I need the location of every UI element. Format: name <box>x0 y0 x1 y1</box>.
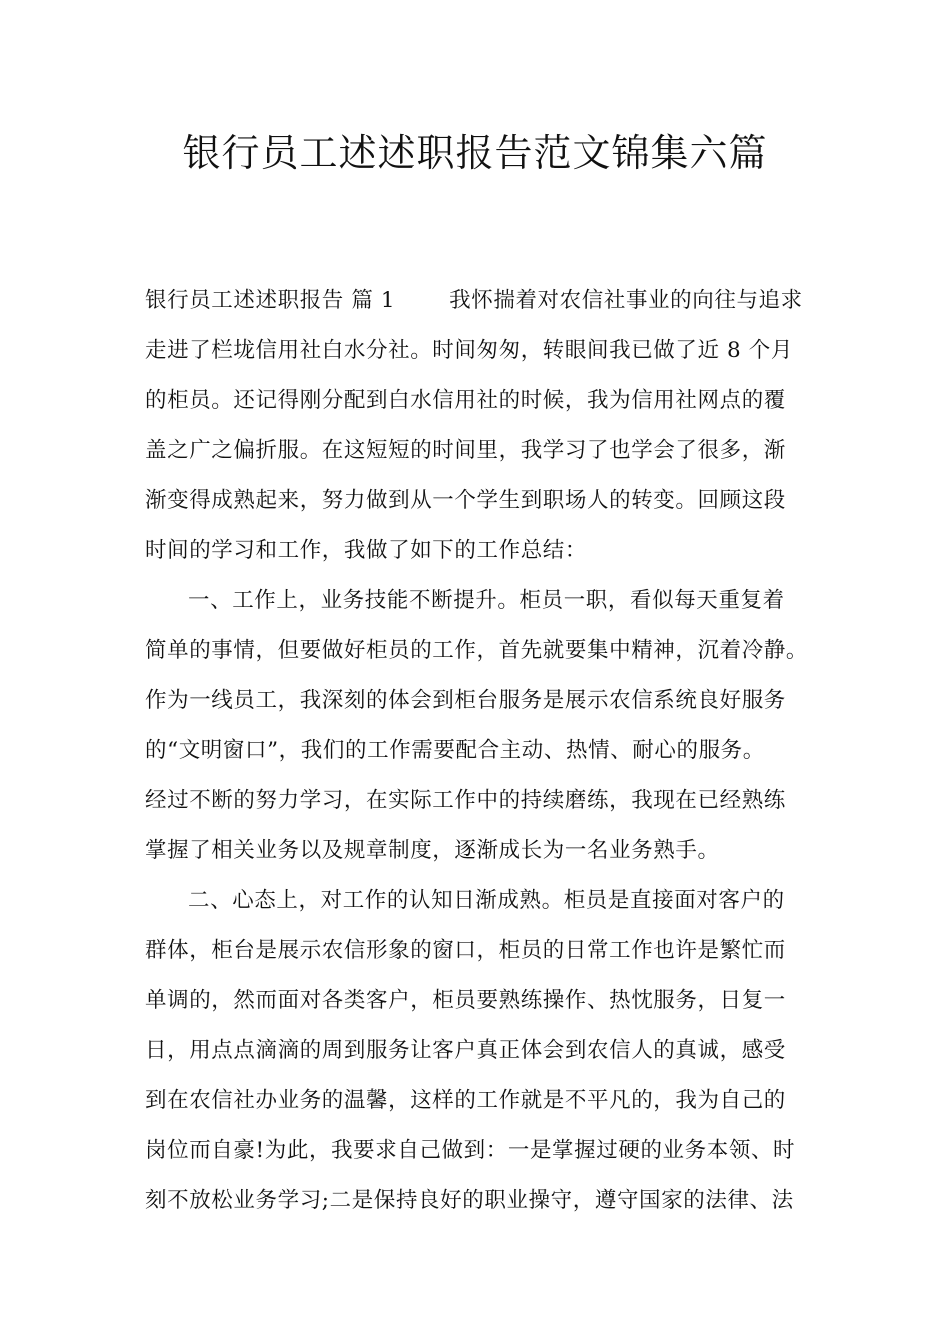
paragraph-line: 日，用点点滴滴的周到服务让客户真正体会到农信人的真诚，感受 <box>145 1038 786 1063</box>
paragraph-line: 岗位而自豪!为此，我要求自己做到：一是掌握过硬的业务本领、时 <box>145 1138 796 1163</box>
paragraph-line: 时间的学习和工作，我做了如下的工作总结： <box>145 538 588 563</box>
document-title: 银行员工述述职报告范文锦集六篇 <box>182 131 768 175</box>
paragraph-line: 刻不放松业务学习;二是保持良好的职业操守，遵守国家的法律、法 <box>145 1188 794 1213</box>
paragraph-line: 一、工作上，业务技能不断提升。柜员一职，看似每天重复着 <box>188 588 785 613</box>
paragraph-line: 的柜员。还记得刚分配到白水信用社的时候，我为信用社网点的覆 <box>145 388 786 413</box>
paragraph-line: 渐变得成熟起来，努力做到从一个学生到职场人的转变。回顾这段 <box>145 488 786 513</box>
paragraph-line: 简单的事情，但要做好柜员的工作，首先就要集中精神，沉着冷静。 <box>145 638 809 663</box>
paragraph-line-1 <box>145 286 803 316</box>
paragraph-line: 盖之广之偏折服。在这短短的时间里，我学习了也学会了很多，渐 <box>145 438 786 463</box>
paragraph-line: 作为一线员工，我深刻的体会到柜台服务是展示农信系统良好服务 <box>145 688 786 713</box>
paragraph-line: 的“文明窗口”，我们的工作需要配合主动、热情、耐心的服务。 <box>145 738 765 763</box>
paragraph-line: 到在农信社办业务的温馨，这样的工作就是不平凡的，我为自己的 <box>145 1088 786 1113</box>
paragraph-line: 掌握了相关业务以及规章制度，逐渐成长为一名业务熟手。 <box>145 838 720 863</box>
paragraph-line: 单调的，然而面对各类客户，柜员要熟练操作、热忱服务，日复一 <box>145 988 786 1013</box>
paragraph-line: 经过不断的努力学习，在实际工作中的持续磨练，我现在已经熟练 <box>145 788 786 813</box>
paragraph-line: 走进了栏垅信用社白水分社。时间匆匆，转眼间我已做了近 8 个月 <box>145 338 793 363</box>
paragraph-line: 群体，柜台是展示农信形象的窗口，柜员的日常工作也许是繁忙而 <box>145 938 786 963</box>
paragraph-line: 二、心态上，对工作的认知日渐成熟。柜员是直接面对客户的 <box>188 888 785 913</box>
section-heading: 银行员工述述职报告 篇 1 <box>145 288 396 313</box>
paragraph-text: 我怀揣着对农信社事业的向往与追求 <box>449 288 803 313</box>
